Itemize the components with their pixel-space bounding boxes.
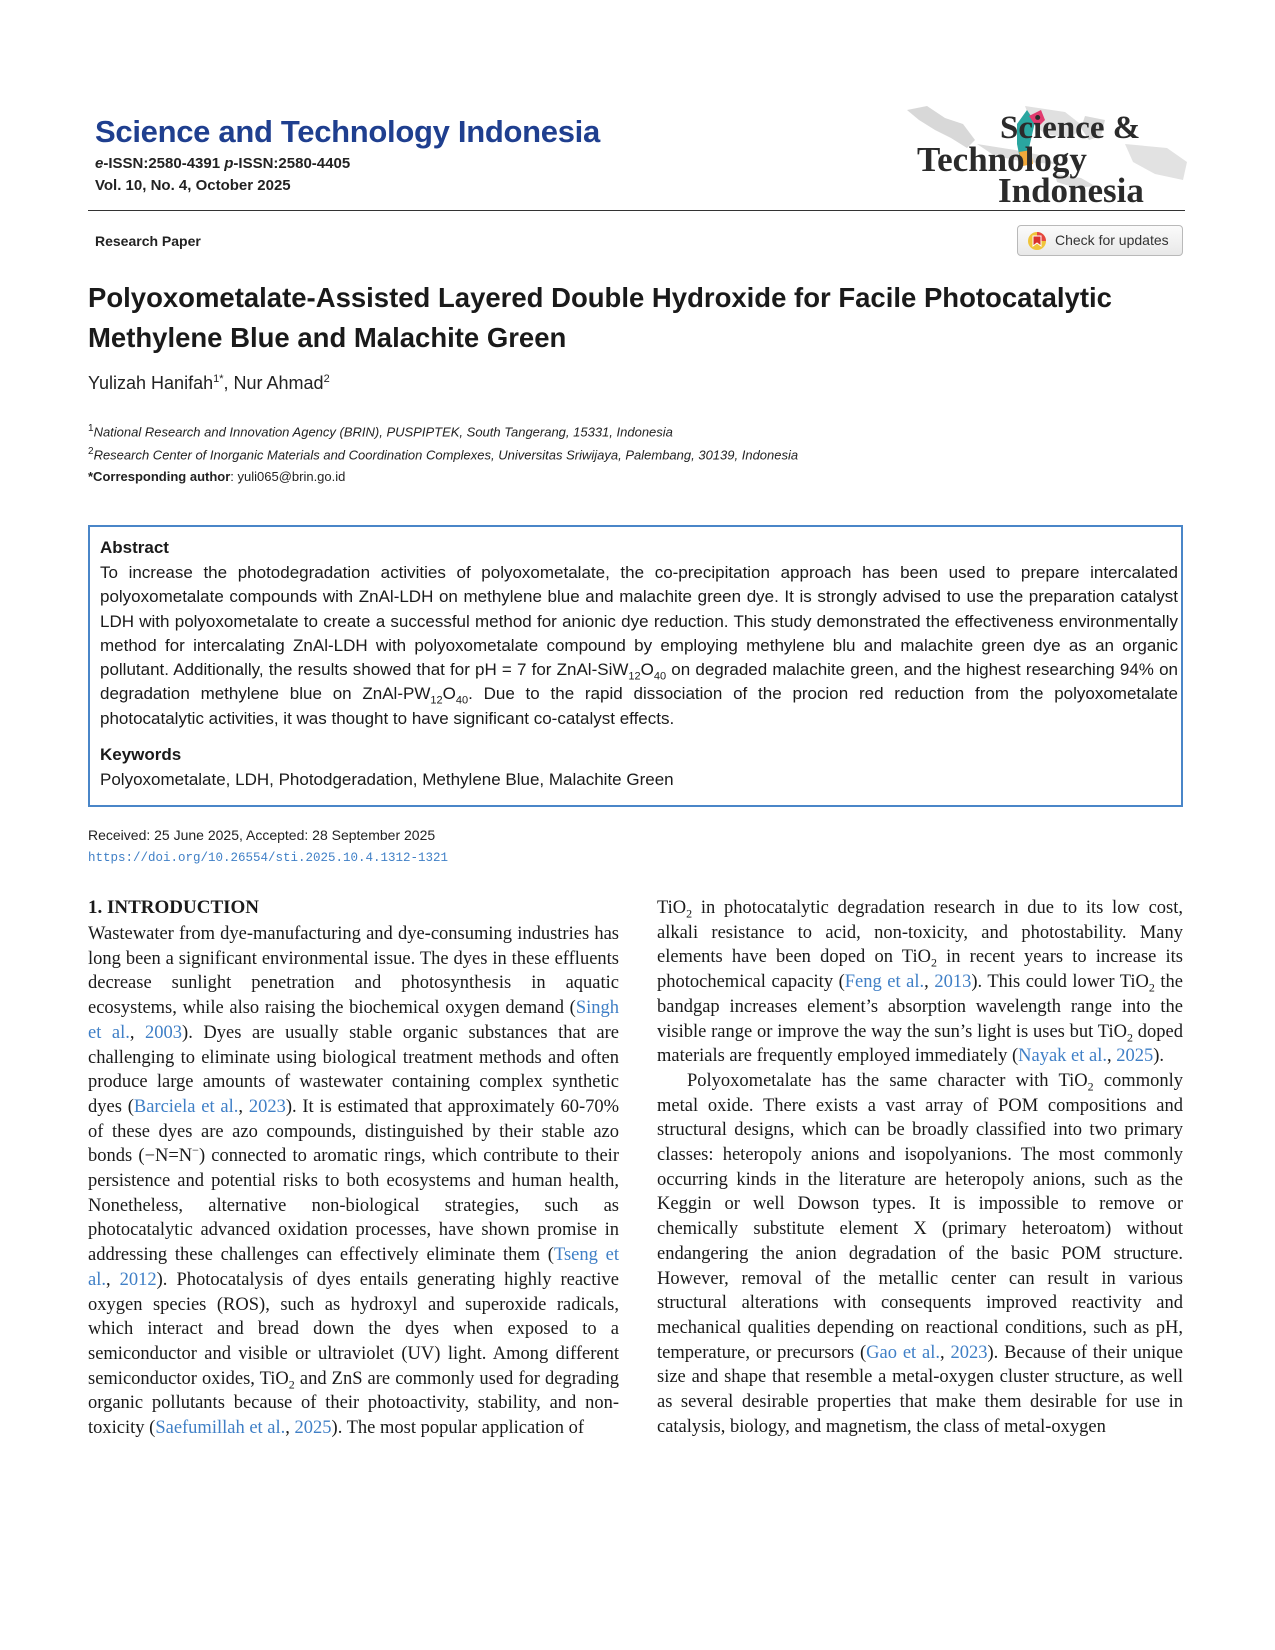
- body-text: ). Photocatalysis of dyes entails generating highly reactive oxygen species (ROS), such as hydroxyl and superoxide radicals, which interact and bread down the dyes when exposed to a semiconductor and visible or ultraviolet (UV) light. Among different semiconductor oxides, TiO: [88, 1269, 620, 1389]
- citation-year-link[interactable]: 2013: [934, 972, 972, 993]
- body-text: Polyoxometalate has the same character with TiO: [687, 1070, 1088, 1091]
- body-text: TiO: [657, 898, 687, 918]
- body-text: ). It is estimated that approximately 60-70% of these dyes are azo compounds, distinguished by their stable azo bonds (−N=N: [88, 1096, 620, 1167]
- section-heading-introduction: 1. INTRODUCTION: [88, 897, 260, 918]
- paper-type: Research Paper: [95, 233, 201, 249]
- author-affiliation-mark: 1*: [213, 373, 224, 385]
- citation-year-link[interactable]: 2012: [119, 1269, 157, 1290]
- citation-link[interactable]: Barciela et al.: [133, 1096, 239, 1117]
- citation-year-link[interactable]: 2003: [145, 1022, 183, 1043]
- subscript: 2: [1148, 980, 1155, 995]
- journal-logo: [905, 104, 1190, 208]
- body-text: ,: [924, 972, 935, 993]
- body-text: ,: [129, 1022, 146, 1043]
- superscript: −: [192, 1143, 199, 1158]
- issn-line: [95, 155, 350, 172]
- body-column-right: [657, 896, 1183, 1439]
- body-text: Wastewater from dye-manufacturing and dye-consuming industries has long been a significant environmental issue. The dyes in these effluents decrease sunlight penetration and photosynthesis in aquatic ecosystems, while also raising the biochemical oxygen demand (: [88, 924, 619, 1019]
- citation-link[interactable]: Saefumillah et al.: [155, 1418, 286, 1439]
- header-divider: [88, 210, 1185, 211]
- body-text: commonly metal oxide. There exists a vast array of POM compositions and structural designs, which can be broadly classified into two primary classes: heteropoly anions and isopolyanions. The most commonly occurring kinds in the literature are heteropoly anions, such as the Keggin or well Dowson types. It is impossible to remove or chemically substitute element X (primary heteroatom) without endangering the anion degradation of the basic POM structure. However, removal of the metallic center can result in various structural alterations with consequents improved reactivity and mechanical qualities depending on reactional conditions, such as pH, temperature, or precursors (: [657, 1070, 1183, 1363]
- body-text: ,: [940, 1342, 951, 1363]
- body-text: in photocatalytic degradation research in due to its low cost, alkali resistance to acid, non-toxicity, and photostability. Many elements have been doped on TiO: [657, 898, 1183, 968]
- abstract-text-part: . Due to the rapid dissociation of the procion red reduction from the polyoxometalate photocatalytic activities, it was thought to have significant co-catalyst effects.: [100, 684, 1178, 728]
- body-text: doped materials are frequently employed immediately (: [657, 1021, 1183, 1067]
- keywords-heading: Keywords: [100, 745, 182, 764]
- citation-link[interactable]: Nayak et al.: [1018, 1046, 1107, 1067]
- citation-link[interactable]: Singh et al.: [88, 998, 619, 1043]
- eissn: -ISSN:2580-4391: [103, 155, 225, 172]
- affiliation-text: National Research and Innovation Agency (BRIN), PUSPIPTEK, South Tangerang, 15331, Indonesia: [93, 424, 673, 440]
- subscript: 2: [930, 956, 937, 971]
- affiliation-2: [88, 446, 798, 462]
- body-text: ,: [1107, 1046, 1117, 1067]
- corresponding-label: *Corresponding author: [88, 469, 231, 484]
- volume-info: Vol. 10, No. 4, October 2025: [95, 177, 291, 194]
- body-text: ,: [238, 1096, 249, 1117]
- corresponding-email: : yuli065@brin.go.id: [230, 469, 346, 484]
- logo-text-technology: Technology: [917, 140, 1087, 179]
- affiliation-text: Research Center of Inorganic Materials and Coordination Complexes, Universitas Sriwijaya, Palembang, 30139, Indonesia: [93, 447, 799, 463]
- abstract-text-part: To increase the photodegradation activities of polyoxometalate, the co-precipitation approach has been used to prepare intercalated polyoxometalate compounds with ZnAl-LDH on methylene blue and malachite green dye. It is strongly advised to use the preparation catalyst LDH with polyoxometalate to create a successful method for anionic dye reduction. This study demonstrated the effectiveness environmentally method for intercalating ZnAl-LDH with polyoxometalate compound by employing methylene blu and malachite green dye as an organic pollutant. Additionally, the results showed that for pH = 7 for ZnAl-SiW: [100, 563, 1178, 680]
- eissn-prefix: e: [95, 155, 104, 172]
- received-accepted-dates: Received: 25 June 2025, Accepted: 28 September 2025: [88, 827, 436, 843]
- body-text: the bandgap increases element’s absorption wavelength range into the visible range or improve the way the sun’s light is uses but TiO: [657, 972, 1184, 1042]
- affiliation-1: [88, 423, 673, 439]
- crossmark-icon: [1027, 231, 1047, 251]
- citation-year-link[interactable]: 2025: [1116, 1046, 1154, 1067]
- check-for-updates-button[interactable]: [1017, 225, 1183, 256]
- abstract-text-part: on degraded malachite green, and the highest researching 94% on degradation methylene blue on ZnAl-PW: [100, 660, 1178, 704]
- body-text: ) connected to aromatic rings, which contribute to their persistence and potential risks to both ecosystems and human health, Nonetheless, alternative non-biological strategies, such as photocatalytic advanced oxidation processes, have shown promise in addressing these challenges can effectively eliminate them (: [88, 1146, 619, 1266]
- abstract-text-part: O: [442, 684, 456, 704]
- subscript: 12: [430, 694, 443, 707]
- subscript: 40: [653, 670, 667, 683]
- affiliation-mark: 1: [88, 423, 94, 434]
- author-name: Nur Ahmad: [233, 373, 324, 393]
- abstract-text: [100, 561, 1178, 731]
- corresponding-author: [88, 469, 345, 484]
- body-text: in recent years to increase its photochemical capacity (: [657, 947, 1184, 993]
- citation-year-link[interactable]: 2023: [950, 1342, 988, 1363]
- author-list: [88, 373, 330, 394]
- body-column-left: [88, 922, 619, 1441]
- body-text: ,: [285, 1418, 295, 1439]
- subscript: 12: [628, 670, 641, 683]
- author-name: Yulizah Hanifah: [88, 373, 214, 393]
- citation-year-link[interactable]: 2023: [248, 1096, 286, 1117]
- affiliation-mark: 2: [88, 446, 94, 457]
- paragraph: [88, 922, 619, 1441]
- citation-year-link[interactable]: 2025: [294, 1418, 332, 1439]
- keywords-text: Polyoxometalate, LDH, Photodgeradation, Methylene Blue, Malachite Green: [100, 770, 674, 789]
- paper-title: Polyoxometalate-Assisted Layered Double Hydroxide for Facile Photocatalytic Methylene Blue and Malachite Green: [88, 282, 1112, 353]
- body-text: ). This could lower TiO: [971, 972, 1149, 993]
- pissn-prefix: p: [224, 155, 234, 172]
- logo-text-indonesia: Indonesia: [998, 171, 1144, 210]
- author-affiliation-mark: 2: [323, 373, 330, 385]
- subscript: 40: [455, 694, 469, 707]
- subscript: 2: [1126, 1030, 1133, 1045]
- citation-link[interactable]: Feng et al.: [844, 972, 925, 993]
- body-text: and ZnS are commonly used for degrading organic pollutants because of their photoactivity, stability, and non-toxicity (: [88, 1368, 619, 1439]
- body-text: ,: [105, 1269, 120, 1290]
- body-text: ). The most popular application of: [331, 1418, 584, 1439]
- paragraph: [657, 1069, 1183, 1440]
- subscript: 2: [1087, 1079, 1094, 1094]
- abstract-text-part: O: [640, 660, 654, 680]
- pissn: -ISSN:2580-4405: [233, 155, 351, 172]
- doi-link[interactable]: https://doi.org/10.26554/sti.2025.10.4.1312-1321: [88, 851, 449, 865]
- body-text: ).: [1153, 1046, 1165, 1067]
- author-separator: ,: [223, 373, 234, 393]
- body-text: ). Because of their unique size and shape that resemble a metal-oxygen cluster structure, as well as several desirable properties that make them desirable for use in catalysis, biology, and magnetism, the class of metal-oxygen: [657, 1342, 1183, 1437]
- abstract-heading: Abstract: [100, 538, 169, 557]
- body-text: ). Dyes are usually stable organic substances that are challenging to eliminate using biological treatment methods and often produce large amounts of wastewater containing complex synthetic dyes (: [88, 1022, 619, 1117]
- subscript: 2: [686, 906, 693, 921]
- subscript: 2: [288, 1377, 295, 1392]
- paragraph: [657, 896, 1183, 1069]
- logo-text-science: Science &: [1000, 110, 1141, 146]
- journal-name: Science and Technology Indonesia: [95, 114, 600, 149]
- citation-link[interactable]: Gao et al.: [866, 1342, 941, 1363]
- citation-link[interactable]: Tseng et al.: [88, 1245, 619, 1290]
- check-for-updates-label: Check for updates: [1055, 232, 1169, 248]
